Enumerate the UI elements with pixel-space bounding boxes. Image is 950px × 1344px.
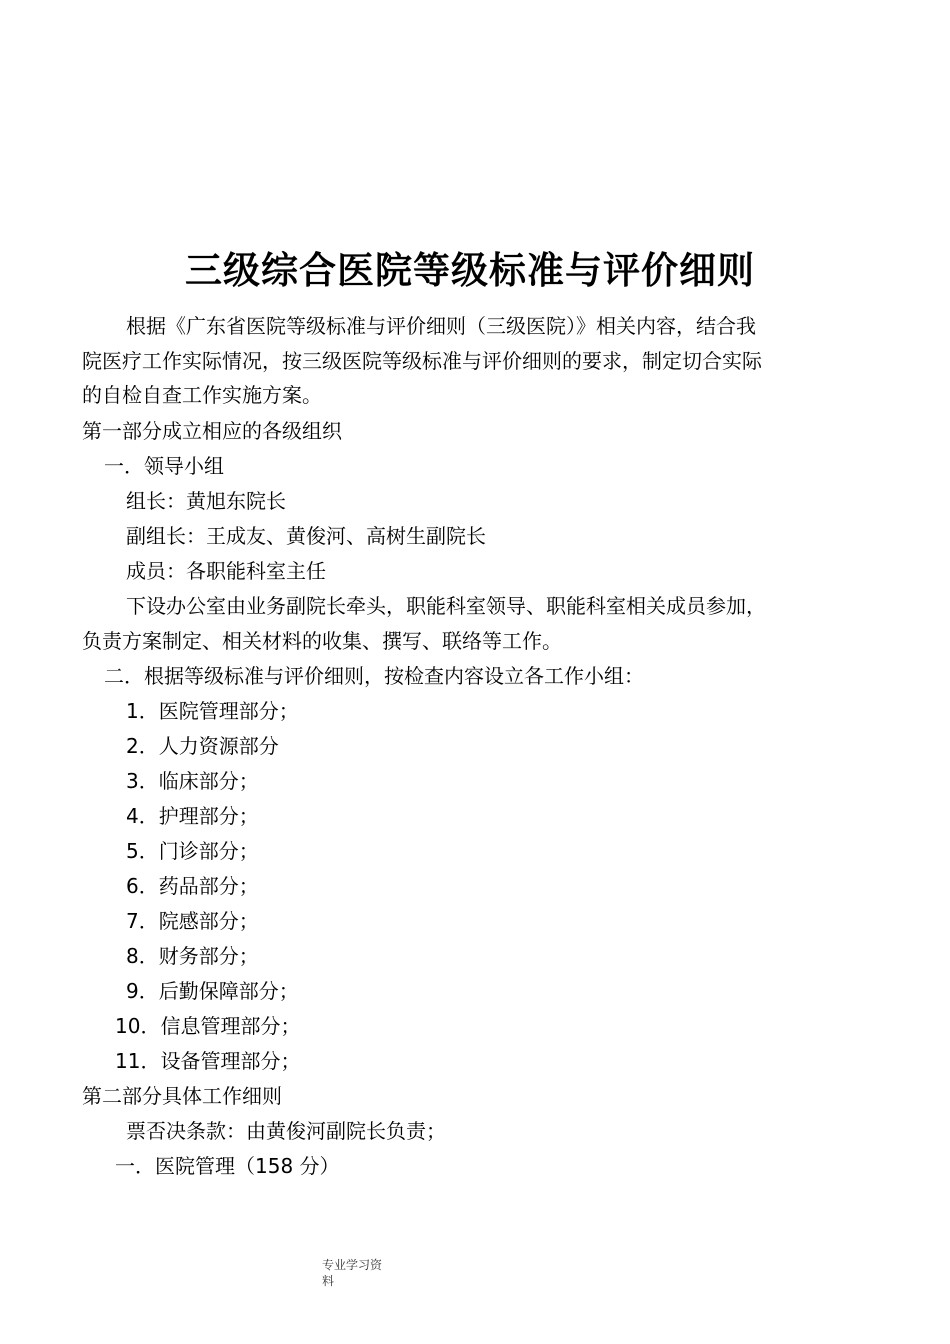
group-item: 1．医院管理部分； [126,699,299,723]
veto-line: 票否决条款：由黄俊河副院长负责； [126,1119,446,1143]
footer-line-1: 专业学习资 [322,1258,383,1272]
section1-heading: 一．领导小组 [104,454,224,478]
group-item: 11．设备管理部分； [115,1049,301,1073]
footer-note [322,1257,402,1289]
section3-heading: 一．医院管理（158 分） [115,1154,340,1178]
members-line: 成员：各职能科室主任 [126,559,326,583]
leader-line: 组长：黄旭东院长 [126,489,286,513]
deputy-line: 副组长：王成友、黄俊河、高树生副院长 [126,524,486,548]
intro-line-2: 院医疗工作实际情况，按三级医院等级标准与评价细则的要求，制定切合实际 [82,349,762,373]
part1-heading: 第一部分成立相应的各级组织 [82,419,342,443]
intro-line-1: 根据《广东省医院等级标准与评价细则（三级医院）》相关内容，结合我 [126,314,756,338]
document-title: 三级综合医院等级标准与评价细则 [185,249,755,292]
group-item: 9．后勤保障部分； [126,979,299,1003]
section2-heading: 二．根据等级标准与评价细则，按检查内容设立各工作小组： [104,664,644,688]
office-line-2: 负责方案制定、相关材料的收集、撰写、联络等工作。 [82,629,562,653]
group-item: 2．人力资源部分 [126,734,279,758]
group-item: 5．门诊部分； [126,839,259,863]
group-item: 3．临床部分； [126,769,259,793]
group-item: 7．院感部分； [126,909,259,933]
part2-heading: 第二部分具体工作细则 [82,1084,282,1108]
group-item: 6．药品部分； [126,874,259,898]
intro-line-3: 的自检自查工作实施方案。 [82,383,322,407]
group-item: 8．财务部分； [126,944,259,968]
office-line-1: 下设办公室由业务副院长牵头，职能科室领导、职能科室相关成员参加， [126,594,766,618]
group-item: 4．护理部分； [126,804,259,828]
group-item: 10．信息管理部分； [115,1014,301,1038]
footer-line-2: 料 [322,1274,335,1288]
